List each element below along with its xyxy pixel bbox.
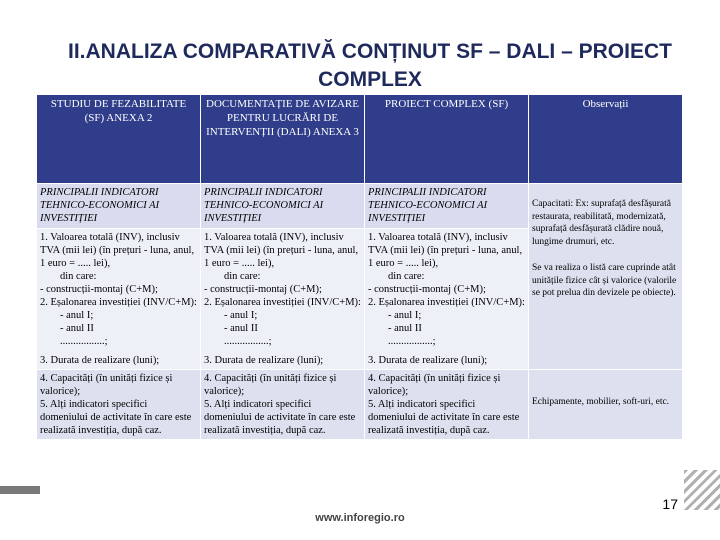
item-capacitati: 4. Capacități (în unități fizice și valorice); (204, 373, 337, 397)
item-total-value: 1. Valoarea totală (INV), inclusiv TVA (mii lei) (în prețuri - luna, anul, 1 euro = ..... lei), (204, 232, 359, 269)
comparison-table (36, 94, 683, 440)
item-ellipsis: .................; (224, 336, 272, 347)
item-anul-2: - anul II (60, 323, 94, 334)
item-alti-indicatori: 5. Alți indicatori specifici domeniului de activitate în care este realizată investiția, după caz. (40, 399, 192, 436)
item-capacitati: 4. Capacități (în unități fizice și valorice); (40, 373, 173, 397)
indicators-title-row (37, 184, 683, 229)
item-capacitati: 4. Capacități (în unități fizice și valorice); (368, 373, 501, 397)
observation-cell-1 (529, 184, 683, 370)
item-esalonare: 2. Eșalonarea investiției (INV/C+M): (204, 297, 361, 308)
header-sf: STUDIU DE FEZABILITATE (SF) ANEXA 2 (37, 95, 201, 184)
header-dali: DOCUMENTAȚIE DE AVIZARE PENTRU LUCRĂRI DE INTERVENȚII (DALI) ANEXA 3 (201, 95, 365, 184)
indicators-title-sf: PRINCIPALII INDICATORI TEHNICO-ECONOMICI AI INVESTIȚIEI (37, 184, 201, 229)
header-proiect-complex: PROIECT COMPLEX (SF) (365, 95, 529, 184)
item-durata: 3. Durata de realizare (luni); (40, 355, 160, 366)
item-durata: 3. Durata de realizare (luni); (204, 355, 324, 366)
header-observatii: Observații (529, 95, 683, 184)
item-anul-1: - anul I; (60, 310, 94, 321)
header-row (37, 95, 683, 184)
indicators-title-proiect: PRINCIPALII INDICATORI TEHNICO-ECONOMICI AI INVESTIȚIEI (365, 184, 529, 229)
item-constructii: - construcții-montaj (C+M); (204, 284, 322, 295)
item-alti-indicatori: 5. Alți indicatori specifici domeniului de activitate în care este realizată investiția, după caz. (204, 399, 356, 436)
item-ellipsis: .................; (60, 336, 108, 347)
indicators-cell-dali (201, 229, 365, 370)
item-anul-1: - anul I; (224, 310, 258, 321)
observation-equipment: Echipamente, mobilier, soft-uri, etc. (532, 397, 670, 407)
decorative-bar (0, 486, 40, 494)
footer-url: www.inforegio.ro (315, 512, 405, 524)
indicators-cell-sf (37, 229, 201, 370)
item-alti-indicatori: 5. Alți indicatori specifici domeniului de activitate în care este realizată investiția, după caz. (368, 399, 520, 436)
slide-title: II.ANALIZA COMPARATIVĂ CONȚINUT SF – DALI – PROIECT COMPLEX (68, 40, 672, 91)
item-durata: 3. Durata de realizare (luni); (368, 355, 488, 366)
item-total-value: 1. Valoarea totală (INV), inclusiv TVA (mii lei) (în prețuri - luna, anul, 1 euro = ..... lei), (368, 232, 523, 269)
item-anul-1: - anul I; (388, 310, 422, 321)
observation-cell-2 (529, 370, 683, 440)
capacities-cell-dali (201, 370, 365, 440)
item-constructii: - construcții-montaj (C+M); (368, 284, 486, 295)
item-esalonare: 2. Eșalonarea investiției (INV/C+M): (368, 297, 525, 308)
indicators-title-dali: PRINCIPALII INDICATORI TEHNICO-ECONOMICI AI INVESTIȚIEI (201, 184, 365, 229)
decorative-stripes (684, 470, 720, 510)
item-din-care: din care: (388, 271, 425, 282)
capacities-cell-proiect (365, 370, 529, 440)
item-ellipsis: .................; (388, 336, 436, 347)
item-constructii: - construcții-montaj (C+M); (40, 284, 158, 295)
indicators-row-2 (37, 370, 683, 440)
item-anul-2: - anul II (224, 323, 258, 334)
item-din-care: din care: (60, 271, 97, 282)
item-din-care: din care: (224, 271, 261, 282)
observation-capacities: Capacitati: Ex: suprafață desfășurată restaurata, reabilitată, modernizată, suprafață desfășurată clădire nouă, lungime drumuri, etc. (532, 199, 672, 247)
indicators-cell-proiect (365, 229, 529, 370)
page-number: 17 (662, 496, 678, 512)
item-esalonare: 2. Eșalonarea investiției (INV/C+M): (40, 297, 197, 308)
item-total-value: 1. Valoarea totală (INV), inclusiv TVA (mii lei) (în prețuri - luna, anul, 1 euro = ..... lei), (40, 232, 195, 269)
capacities-cell-sf (37, 370, 201, 440)
observation-list: Se va realiza o listă care cuprinde atât unitățile fizice cât și valorice (valorile se pot prelua din devizele pe obiecte). (532, 263, 677, 298)
item-anul-2: - anul II (388, 323, 422, 334)
